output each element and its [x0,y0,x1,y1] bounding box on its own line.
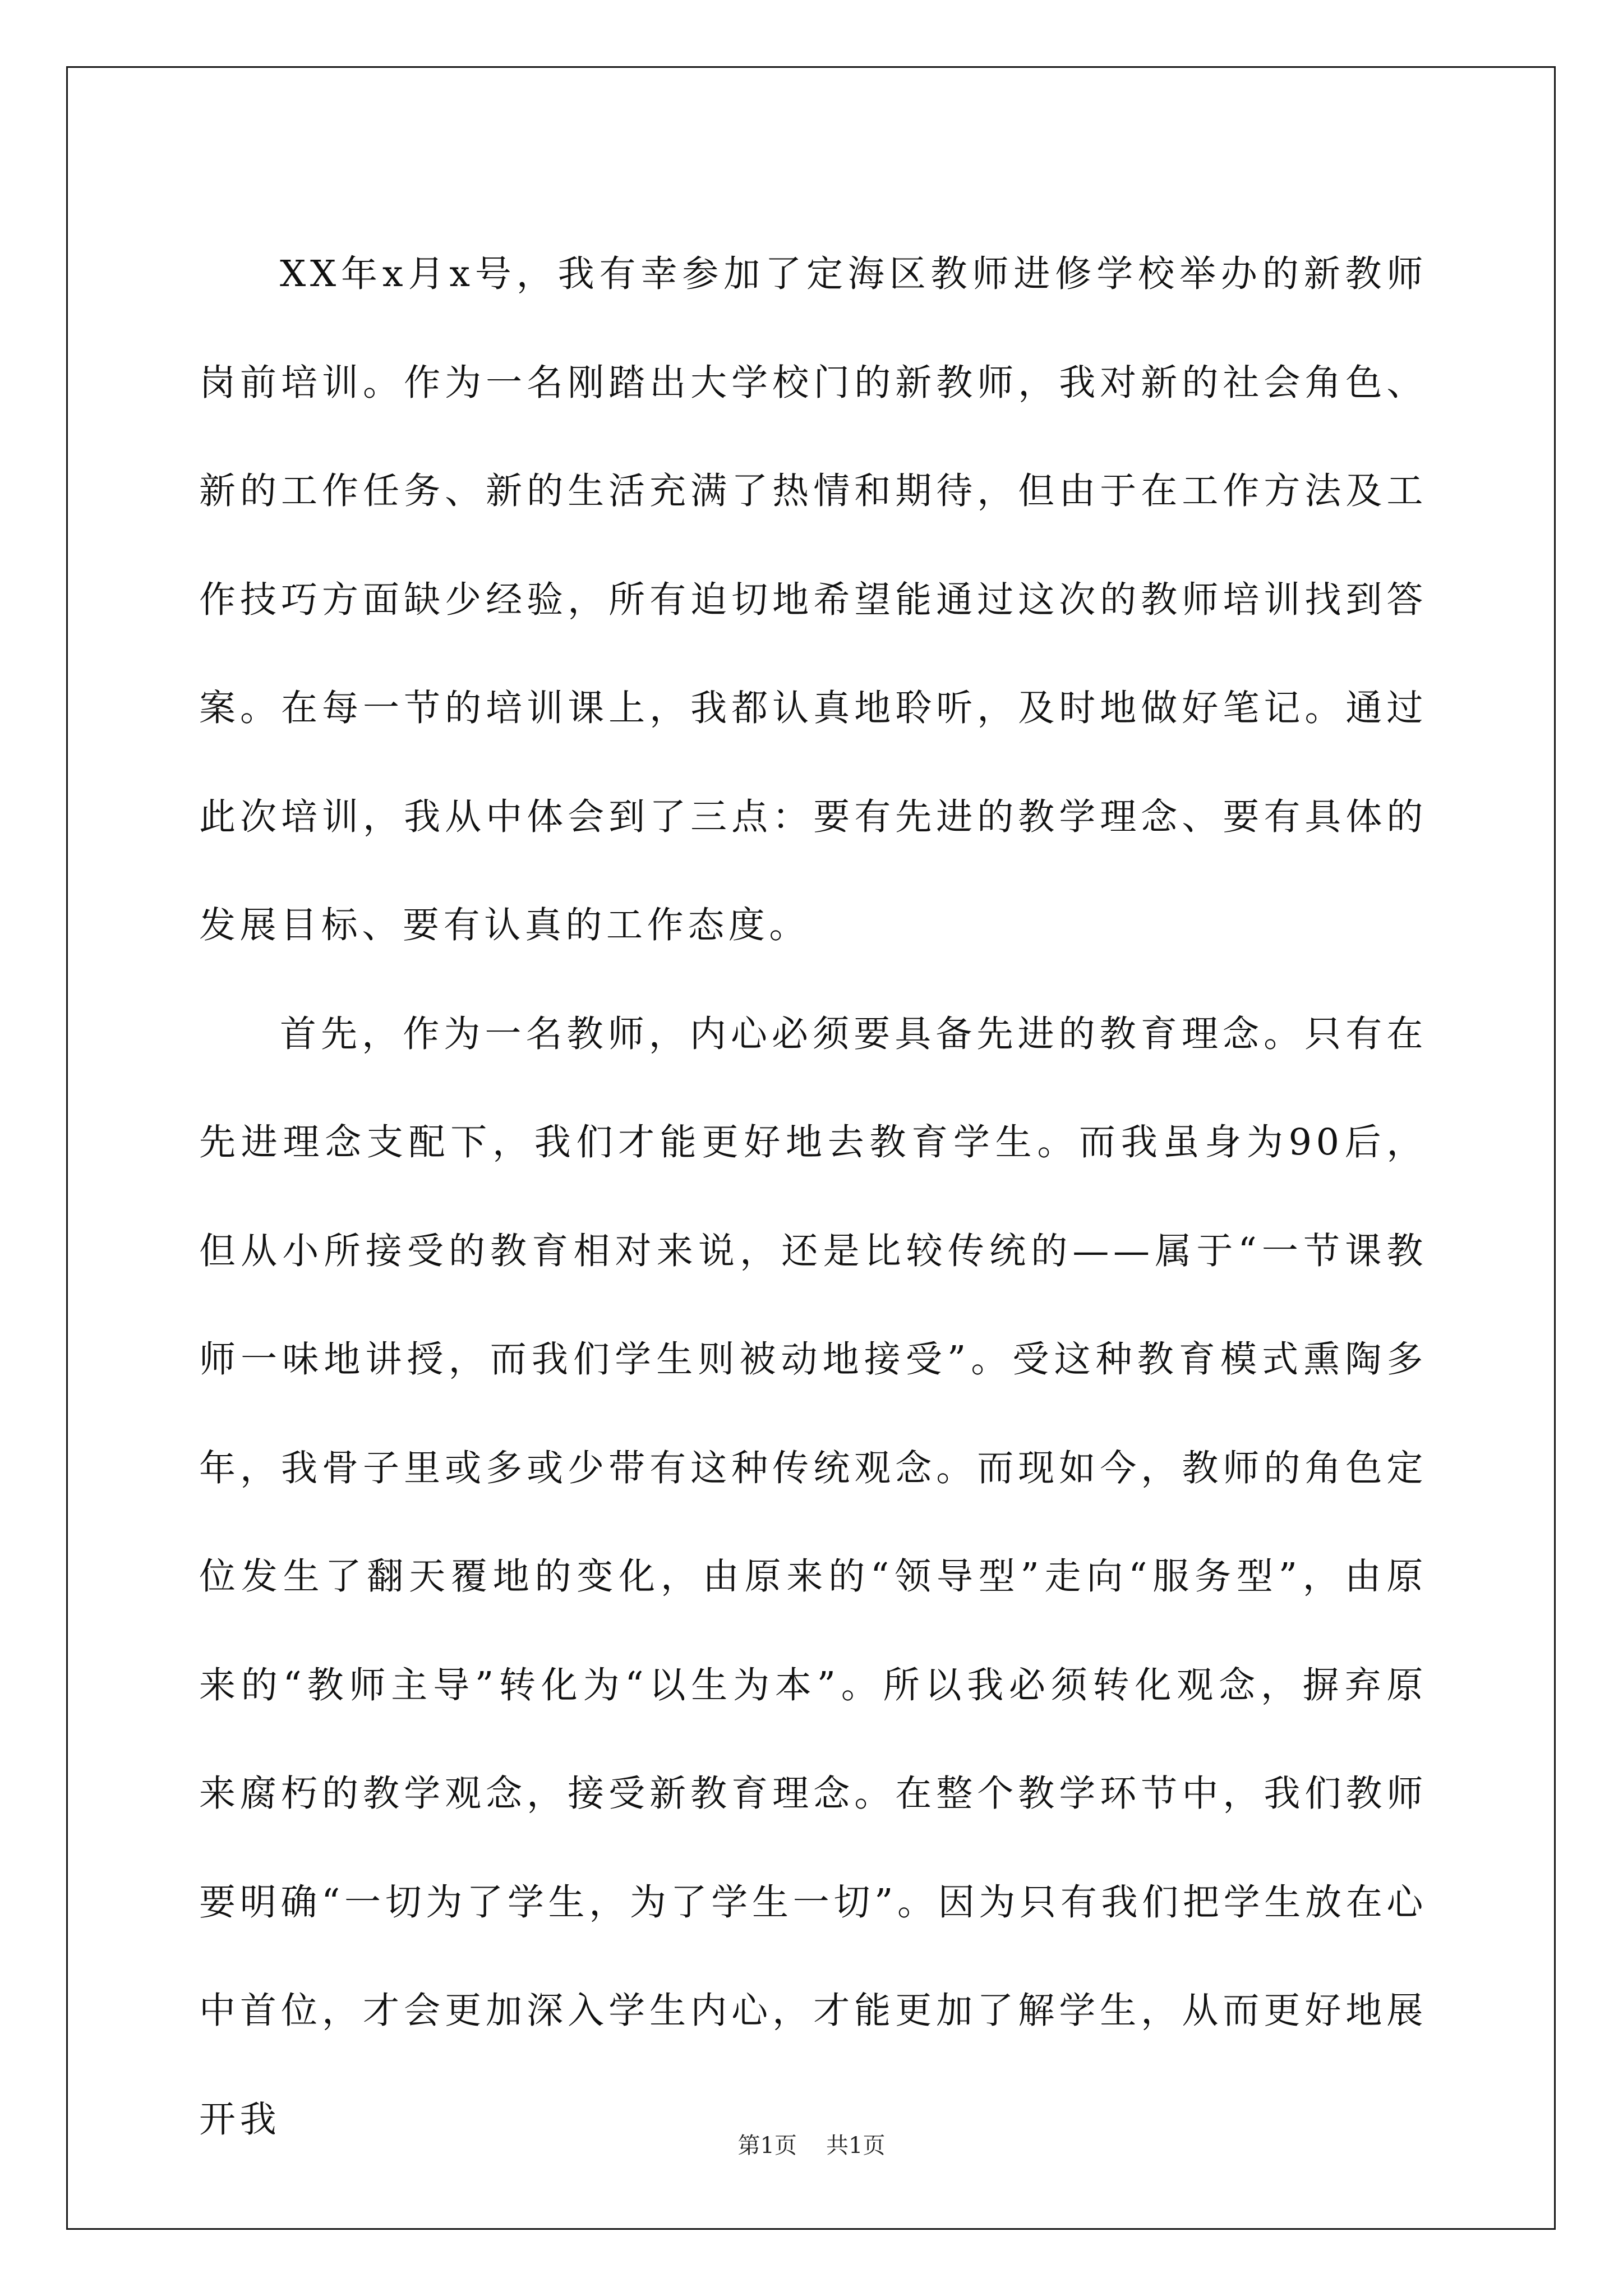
page-total: 共1页 [826,2133,886,2159]
page-footer [0,2132,1623,2160]
paragraph-2: 首先，作为一名教师，内心必须要具备先进的教育理念。只有在先进理念支配下，我们才能更好地去教育学生。而我虽身为90后，但从小所接受的教育相对来说，还是比较传统的——属于“一节课教师一味地讲授，而我们学生则被动地接受”。受这种教育模式熏陶多年，我骨子里或多或少带有这种传统观念。而现如今，教师的角色定位发生了翻天覆地的变化，由原来的“领导型”走向“服务型”，由原来的“教师主导”转化为“以生为本”。所以我必须转化观念，摒弃原来腐朽的教学观念，接受新教育理念。在整个教学环节中，我们教师要明确“一切为了学生，为了学生一切”。因为只有我们把学生放在心中首位，才会更加深入学生内心，才能更加了解学生，从而更好地展开我 [199,1013,1427,2141]
page-number: 第1页 [737,2133,797,2159]
document-body [199,220,1427,2174]
paragraph-1: XX年x月x号，我有幸参加了定海区教师进修学校举办的新教师岗前培训。作为一名刚踏出大学校门的新教师，我对新的社会角色、新的工作任务、新的生活充满了热情和期待，但由于在工作方法及工作技巧方面缺少经验，所有迫切地希望能通过这次的教师培训找到答案。在每一节的培训课上，我都认真地聆听，及时地做好笔记。通过此次培训，我从中体会到了三点：要有先进的教学理念、要有具体的发展目标、要有认真的工作态度。 [199,253,1427,946]
